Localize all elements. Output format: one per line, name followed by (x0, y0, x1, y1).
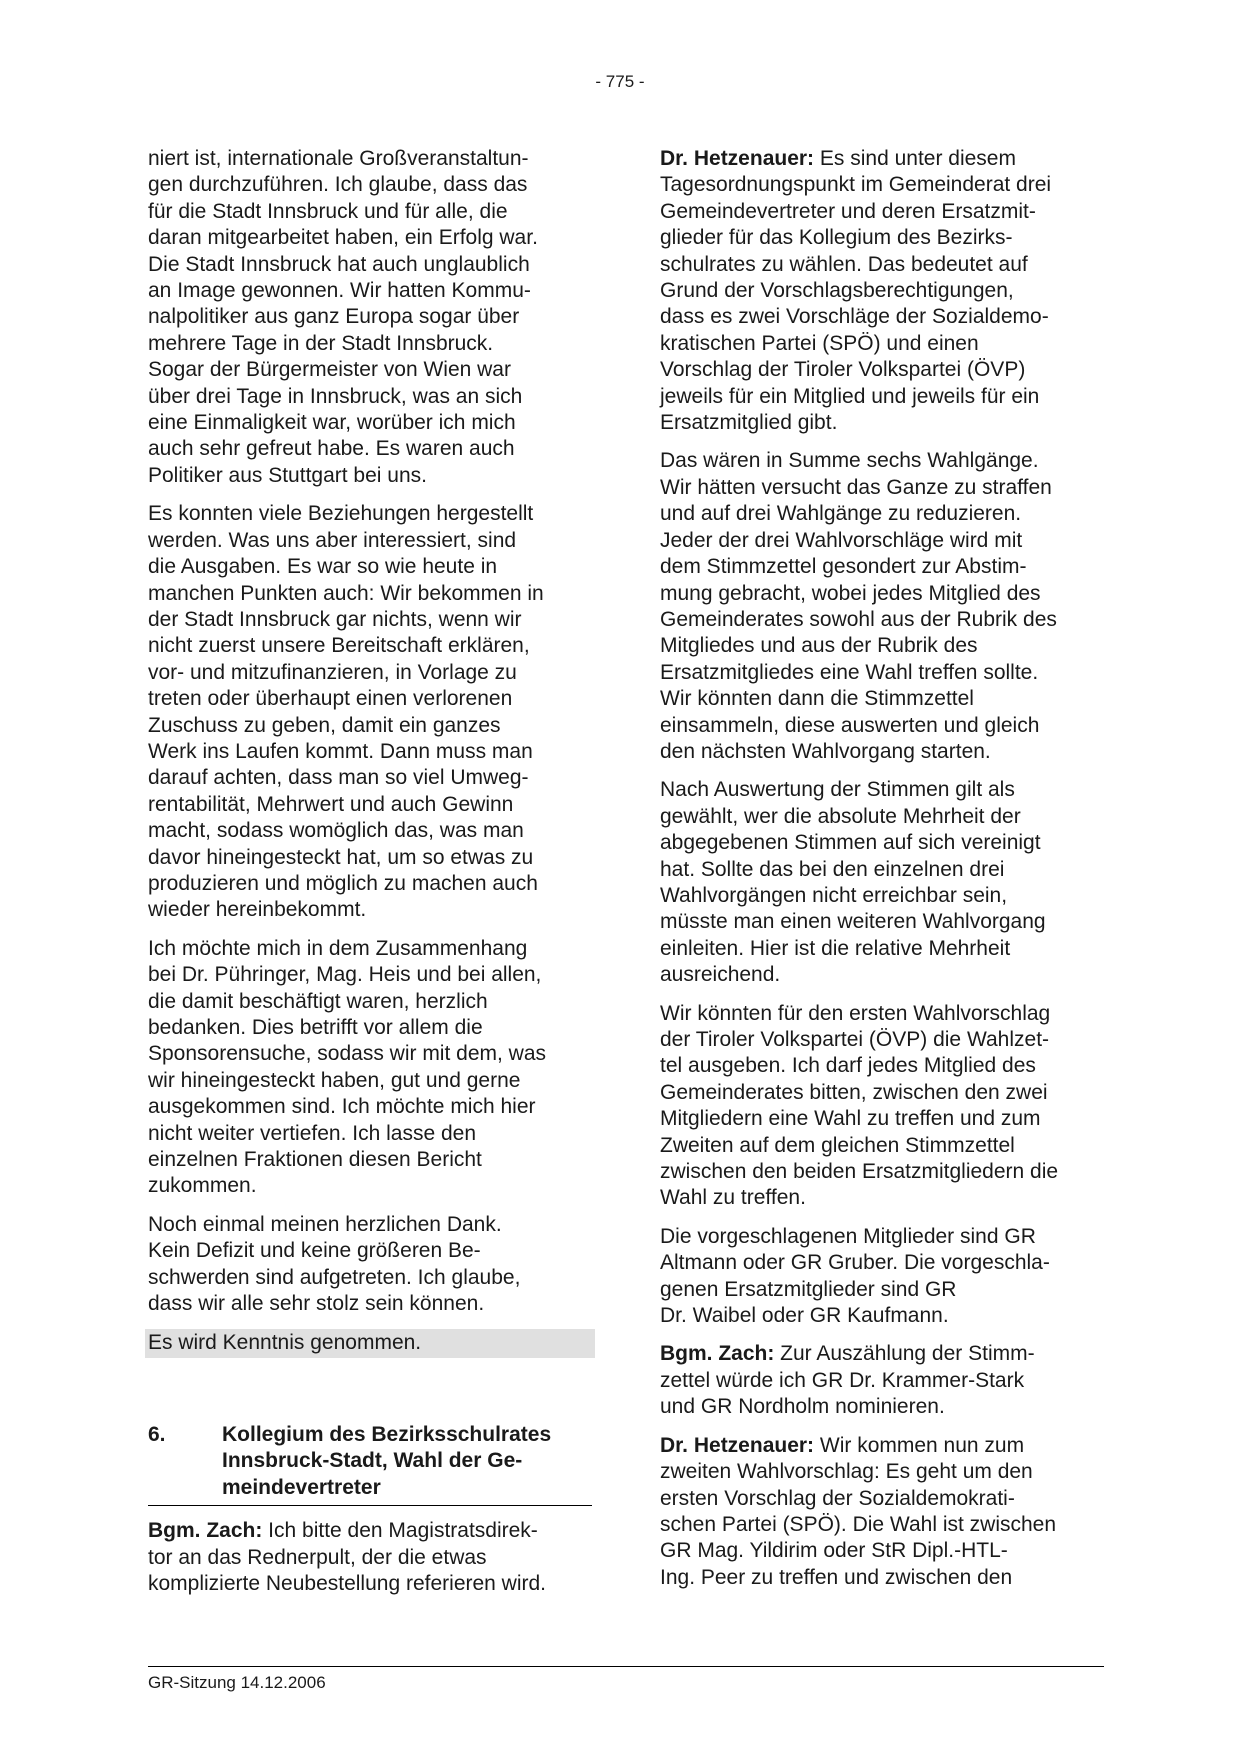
footer-session-date: GR-Sitzung 14.12.2006 (148, 1673, 326, 1692)
right-column (660, 146, 1104, 1603)
paragraph: niert ist, internationale Großveranstaltun- gen durchzuführen. Ich glaube, dass das für die Stadt Innsbruck und für alle, die daran mitgearbeitet haben, ein Erfolg war. Die Stadt Innsbruck hat auch unglaublich an Image gewonnen. Wir hatten Kommu- nalpolitiker aus ganz Europa sogar über mehrere Tage in der Stadt Innsbruck. Sogar der Bürgermeister von Wien war über drei Tage in Innsbruck, was an sich eine Einmaligkeit war, worüber ich mich auch sehr gefreut habe. Es waren auch Politiker aus Stuttgart bei uns. (148, 147, 538, 487)
speech-text: Es sind unter diesem Tagesordnungspunkt im Gemeinderat drei Gemeindevertreter und deren Ersatzmit- glieder für das Kollegium des Bezirks- schulrates zu wählen. Das bedeutet auf Grund der Vorschlagsberechtigungen, dass es zwei Vorschläge der Sozialdemo- kratischen Partei (SPÖ) und einen Vorschlag der Tiroler Volkspartei (ÖVP) jeweils für ein Mitglied und jeweils für ein Ersatzmitglied gibt. (660, 147, 1052, 435)
speech-paragraph (148, 1518, 592, 1597)
paragraph: Nach Auswertung der Stimmen gilt als gewählt, wer die absolute Mehrheit der abgegebenen Stimmen auf sich vereinigt hat. Sollte das bei den einzelnen drei Wahlvorgängen nicht erreichbar sein, müsste man einen weiteren Wahlvorgang einleiten. Hier ist die relative Mehrheit ausreichend. (660, 778, 1046, 987)
agenda-item-title: Kollegium des Bezirksschulrates Innsbruck-Stadt, Wahl der Ge- meindevertreter (222, 1422, 552, 1499)
speech-text: Ich bitte den Magistratsdirek- tor an das Rednerpult, der die etwas komplizierte Neubestellung referieren wird. (148, 1519, 547, 1595)
speaker-name: Dr. Hetzenauer: (660, 147, 815, 170)
speech-text: Wir kommen nun zum zweiten Wahlvorschlag: Es geht um den ersten Vorschlag der Sozialdemokrati- schen Partei (SPÖ). Die Wahl ist zwischen GR Mag. Yildirim oder StR Dipl.-HTL- Ing. Peer zu treffen und zwischen den (660, 1433, 1057, 1589)
paragraph: Es konnten viele Beziehungen hergestellt werden. Was uns aber interessiert, sind die Ausgaben. Es war so wie heute in manchen Punkten auch: Wir bekommen in der Stadt Innsbruck gar nichts, wenn wir nicht zuerst unsere Bereitschaft erklären, vor- und mitzufinanzieren, in Vorlage zu treten oder überhaupt einen verlorenen Zuschuss zu geben, damit ein ganzes Werk ins Laufen kommt. Dann muss man darauf achten, dass man so viel Umweg- rentabilität, Mehrwert und auch Gewinn macht, sodass womöglich das, was man davor hineingesteckt hat, um so etwas zu produzieren und möglich zu machen auch wieder hereinbekommt. (148, 502, 544, 922)
speaker-name: Bgm. Zach: (660, 1342, 775, 1366)
speaker-name: Bgm. Zach: (148, 1519, 263, 1543)
speech-text: Zur Auszählung der Stimm- zettel würde ich GR Dr. Krammer-Stark und GR Nordholm nominieren. (660, 1342, 1035, 1419)
speech-paragraph (660, 1341, 1104, 1420)
acknowledgement-note: Es wird Kenntnis genommen. (145, 1329, 595, 1357)
paragraph: Ich möchte mich in dem Zusammenhang bei Dr. Pühringer, Mag. Heis und bei allen, die damit beschäftigt waren, herzlich bedanken. Dies betrifft vor allem die Sponsorensuche, sodass wir mit dem, was wir hineingesteckt haben, gut und gerne ausgekommen sind. Ich möchte mich hier nicht weiter vertiefen. Ich lasse den einzelnen Fraktionen diesen Bericht zukommen. (148, 936, 547, 1198)
agenda-item-number: 6. (148, 1422, 166, 1446)
speaker-name: Dr. Hetzenauer: (660, 1433, 815, 1457)
speech-paragraph (660, 1433, 1104, 1591)
left-column (148, 146, 592, 1609)
speech-paragraph (660, 146, 1104, 436)
paragraph: Das wären in Summe sechs Wahlgänge. Wir hätten versucht das Ganze zu straffen und auf drei Wahlgänge zu reduzieren. Jeder der drei Wahlvorschläge wird mit dem Stimmzettel gesondert zur Abstim- mung gebracht, wobei jedes Mitglied des Gemeinderates sowohl aus der Rubrik des Mitgliedes und aus der Rubrik des Ersatzmitgliedes eine Wahl treffen sollte. Wir könnten dann die Stimmzettel einsammeln, diese auswerten und gleich den nächsten Wahlvorgang starten. (660, 449, 1057, 763)
footer-divider (148, 1666, 1104, 1667)
agenda-item-heading (148, 1422, 592, 1506)
paragraph: Wir könnten für den ersten Wahlvorschlag der Tiroler Volkspartei (ÖVP) die Wahlzet- tel ausgeben. Ich darf jedes Mitglied des Gemeinderates bitten, zwischen den zwei Mitgliedern eine Wahl zu treffen und zum Zweiten auf dem gleichen Stimmzettel zwischen den beiden Ersatzmitgliedern die Wahl zu treffen. (660, 1001, 1059, 1210)
page-number: - 775 - (595, 72, 645, 91)
paragraph: Die vorgeschlagenen Mitglieder sind GR Altmann oder GR Gruber. Die vorgeschla- genen Ersatzmitglieder sind GR Dr. Waibel oder GR Kaufmann. (660, 1224, 1050, 1328)
paragraph: Noch einmal meinen herzlichen Dank. Kein Defizit und keine größeren Be- schwerden sind aufgetreten. Ich glaube, dass wir alle sehr stolz sein können. (148, 1212, 521, 1316)
